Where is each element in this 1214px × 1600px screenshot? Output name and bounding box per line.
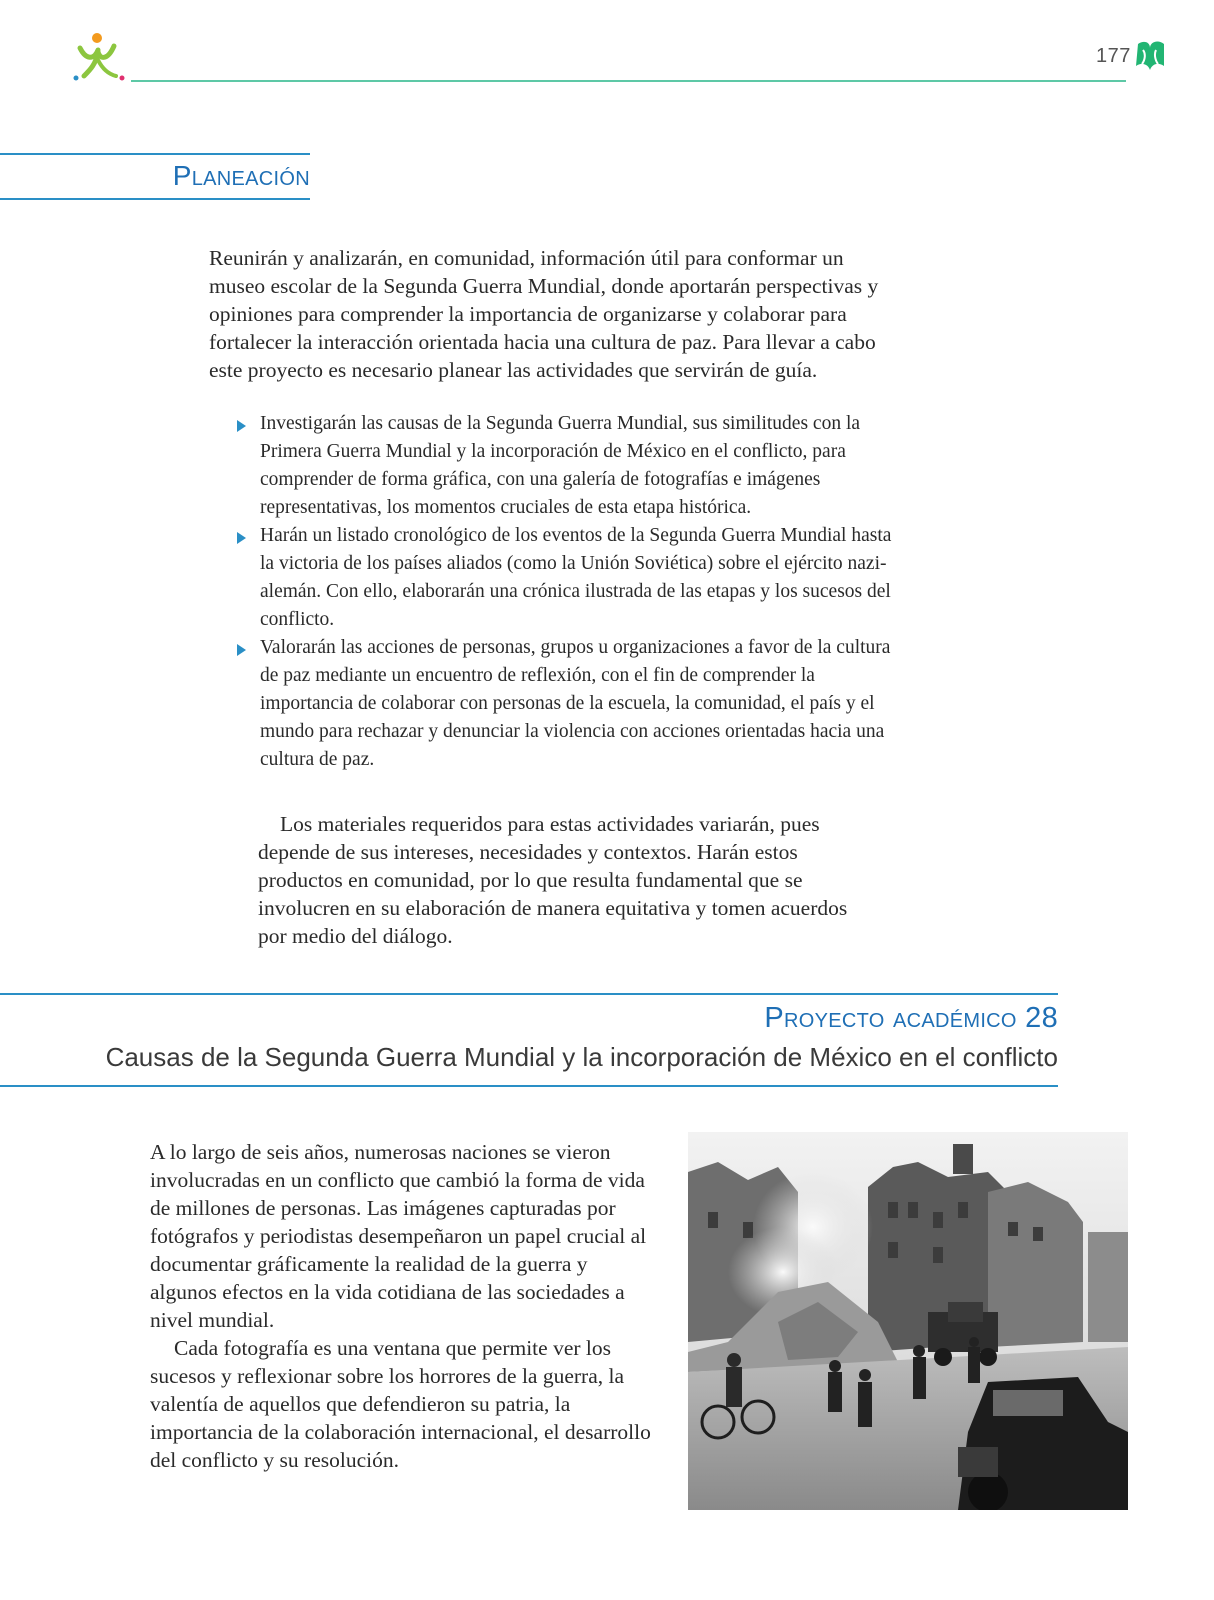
project-text: [150, 1138, 655, 1474]
section-title-planeacion: Planeación: [172, 160, 310, 191]
triangle-bullet-icon: [237, 420, 246, 432]
war-ruins-street-photo: [688, 1132, 1128, 1510]
list-item-text: Investigarán las causas de la Segunda Guerra Mundial, sus similitudes con la Primera Guerra Mundial y la incorporación de México en el conflicto, para comprender de forma gráfica, con una galería de fotografías e imágenes representativas, los momentos cruciales de esta etapa histórica.: [260, 413, 861, 518]
triangle-bullet-icon: [237, 532, 246, 544]
project-rule-bottom: [0, 1085, 1058, 1087]
green-leaf-book-icon: [1134, 38, 1166, 74]
page-number: 177: [1096, 45, 1131, 67]
project-label: Proyecto académico 28: [764, 1002, 1058, 1034]
triangle-bullet-icon: [237, 644, 246, 656]
section-rule-bottom: [0, 198, 310, 200]
list-item: [237, 410, 897, 522]
materials-paragraph: Los materiales requeridos para estas actividades variarán, pues depende de sus intereses, necesidades y contextos. Harán estos productos en comunidad, por lo que resulta fundamental que se involucren en su elaboración de manera equitativa y tomen acuerdos por medio del diálogo.: [258, 812, 848, 948]
list-item: [237, 522, 897, 634]
activities-list: [237, 410, 897, 774]
project-subtitle: Causas de la Segunda Guerra Mundial y la incorporación de México en el conflicto: [105, 1042, 1058, 1072]
list-item: [237, 634, 897, 774]
project-paragraph-1: A lo largo de seis años, numerosas naciones se vieron involucradas en un conflicto que cambió la forma de vida de millones de personas. Las imágenes capturadas por fotógrafos y periodistas desempeñaron un papel crucial al documentar gráficamente la realidad de la guerra y algunos efectos en la vida cotidiana de las sociedades a nivel mundial.: [150, 1140, 647, 1332]
project-rule-top: [0, 993, 1058, 995]
list-item-text: Valorarán las acciones de personas, grupos u organizaciones a favor de la cultura de paz mediante un encuentro de reflexión, con el fin de comprender la importancia de colaborar con personas de la escuela, la comunidad, el país y el mundo para rechazar y denunciar la violencia con acciones orientadas hacia una cultura de paz.: [260, 637, 891, 770]
section-rule-top: [0, 153, 310, 155]
sprout-figure-logo-icon: [72, 30, 128, 86]
list-item-text: Harán un listado cronológico de los eventos de la Segunda Guerra Mundial hasta la victoria de los países aliados (como la Unión Soviética) sobre el ejército nazi-alemán. Con ello, elaborarán una crónica ilustrada de las etapas y los sucesos del conflicto.: [260, 525, 892, 630]
project-paragraph-2: Cada fotografía es una ventana que permite ver los sucesos y reflexionar sobre los horrores de la guerra, la valentía de aquellos que defendieron su patria, la importancia de la colaboración internacional, el desarrollo del conflicto y su resolución.: [150, 1336, 651, 1472]
header-rule: [131, 80, 1126, 82]
planeacion-intro-paragraph: Reunirán y analizarán, en comunidad, información útil para conformar un museo escolar de la Segunda Guerra Mundial, donde aportarán perspectivas y opiniones para comprender la importancia de organizarse y colaborar para fortalecer la interacción orientada hacia una cultura de paz. Para llevar a cabo este proyecto es necesario planear las actividades que servirán de guía.: [209, 246, 879, 382]
